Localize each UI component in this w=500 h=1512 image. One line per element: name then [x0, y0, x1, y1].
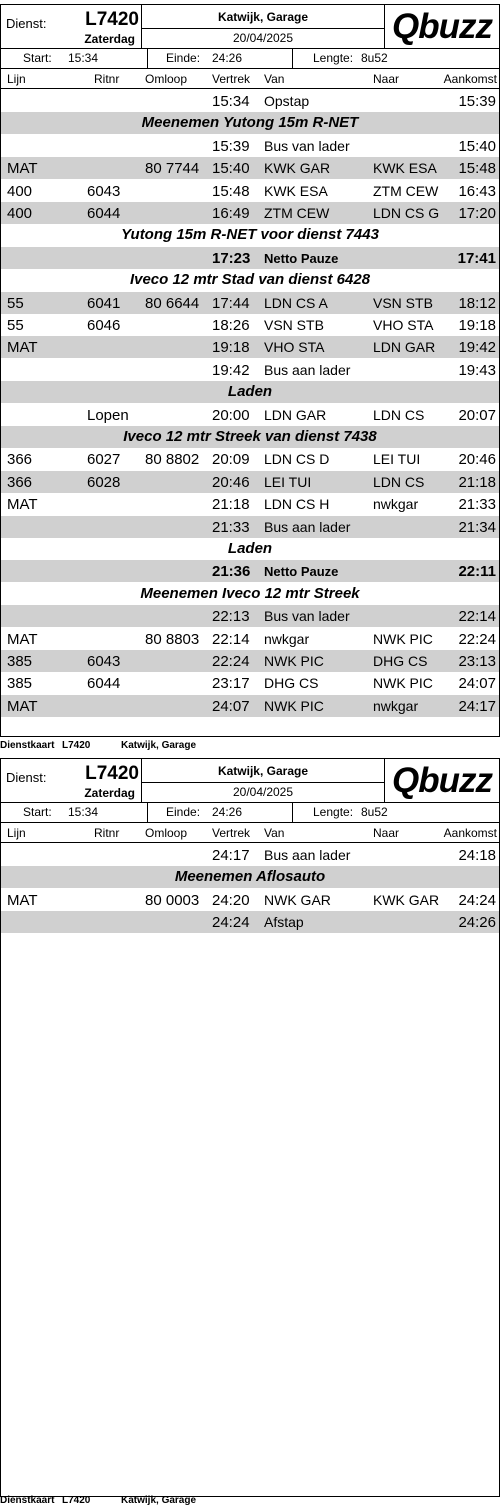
ritnr-cell: 6044: [87, 205, 121, 222]
lijn-cell: 55: [7, 294, 24, 312]
header: [1, 5, 499, 49]
vertrek-cell: 19:42: [212, 361, 250, 379]
van-cell: LDN CS D: [264, 451, 330, 468]
table-row: [1, 157, 499, 179]
location-box: [142, 5, 385, 48]
van-cell: NWK PIC: [264, 653, 324, 669]
table-row: [1, 90, 499, 112]
dienst-label: Dienst:: [6, 16, 47, 31]
table-row: [1, 889, 499, 911]
van-cell: DHG CS: [264, 675, 319, 692]
lijn-cell: 385: [7, 653, 33, 670]
van-cell: nwkgar: [264, 630, 310, 647]
col-vertrek: Vertrek: [212, 72, 251, 86]
col-omloop: Omloop: [145, 72, 188, 86]
section-title: Meenemen Aflosauto: [174, 868, 326, 886]
col-van: Van: [264, 826, 285, 840]
section-header: [1, 112, 499, 134]
vertrek-cell: 19:18: [212, 339, 250, 357]
van-cell: ZTM CEW: [264, 205, 330, 221]
start-label: Start:: [23, 51, 52, 65]
pause-row: [1, 560, 499, 582]
van-cell: Netto Pauze: [264, 250, 339, 266]
col-aankomst: Aankomst: [443, 72, 497, 86]
table-row: [1, 180, 499, 202]
table-row: [1, 695, 499, 717]
dienst-box: [1, 759, 142, 802]
section-title: Meenemen Yutong 15m R-NET: [141, 114, 359, 132]
section-header: [1, 538, 499, 560]
col-van: Van: [264, 72, 285, 86]
section-header: [1, 866, 499, 888]
aankomst-cell: 20:46: [458, 451, 496, 469]
vertrek-cell: 21:33: [212, 518, 250, 536]
ritnr-cell: 6043: [87, 653, 121, 670]
times-bar: [1, 49, 499, 69]
section-header: [1, 381, 499, 403]
vertrek-cell: 24:20: [212, 891, 250, 909]
lengte-cell: [293, 49, 499, 68]
pause-row: [1, 247, 499, 269]
van-cell: Netto Pauze: [264, 564, 339, 580]
naar-cell: VSN STB: [373, 294, 433, 311]
lijn-cell: 366: [7, 451, 33, 469]
aankomst-cell: 16:43: [458, 182, 496, 200]
naar-cell: KWK ESA: [373, 160, 437, 177]
col-lijn: Lijn: [7, 72, 26, 86]
footer-location: Katwijk, Garage: [121, 740, 197, 751]
page-frame: [0, 4, 500, 737]
naar-cell: ZTM CEW: [373, 182, 439, 199]
lijn-cell: 400: [7, 182, 33, 200]
van-cell: Afstap: [264, 914, 304, 931]
location-name: Katwijk, Garage: [217, 764, 309, 778]
vertrek-cell: 24:07: [212, 697, 250, 715]
ritnr-cell: 6041: [87, 294, 121, 312]
vertrek-cell: 15:39: [212, 137, 250, 155]
section-title: Iveco 12 mtr Stad van dienst 6428: [129, 271, 371, 289]
naar-cell: LDN CS G: [373, 205, 440, 221]
ritnr-cell: 6028: [87, 473, 121, 491]
dienst-day: Zaterdag: [84, 32, 135, 46]
table-row: [1, 516, 499, 538]
naar-cell: NWK PIC: [373, 630, 433, 647]
vertrek-cell: 15:40: [212, 160, 250, 178]
einde-label: Einde:: [166, 805, 201, 819]
section-header: [1, 224, 499, 246]
einde-cell: [148, 49, 293, 68]
section-header: [1, 269, 499, 291]
col-aankomst: Aankomst: [443, 826, 497, 840]
naar-cell: nwkgar: [373, 496, 419, 513]
omloop-cell: 80 0003: [145, 891, 200, 909]
dienst-label: Dienst:: [6, 770, 47, 785]
lijn-cell: MAT: [7, 496, 38, 514]
naar-cell: KWK GAR: [373, 891, 440, 908]
einde-value: 24:26: [212, 805, 243, 819]
location-name: Katwijk, Garage: [217, 10, 309, 24]
aankomst-cell: 24:26: [458, 914, 496, 932]
aankomst-cell: 15:39: [458, 93, 496, 110]
footer-kaart: Dienstkaart: [0, 1495, 55, 1506]
aankomst-cell: 22:24: [458, 630, 496, 648]
van-cell: Bus aan lader: [264, 361, 351, 378]
section-title: Meenemen Iveco 12 mtr Streek: [140, 584, 360, 602]
vertrek-cell: 18:26: [212, 317, 250, 334]
aankomst-cell: 22:11: [458, 563, 496, 581]
col-naar: Naar: [373, 72, 400, 86]
table-row: [1, 844, 499, 866]
page-frame: [0, 758, 500, 1497]
table-row: [1, 314, 499, 336]
ritnr-cell: Lopen: [87, 406, 129, 424]
lengte-cell: [293, 803, 499, 822]
section-title: Laden: [227, 383, 273, 401]
table-row: [1, 135, 499, 157]
van-cell: Opstap: [264, 93, 310, 109]
aankomst-cell: 20:07: [458, 406, 496, 424]
aankomst-cell: 24:17: [458, 697, 496, 715]
aankomst-cell: 18:12: [458, 294, 496, 312]
column-header: [1, 69, 499, 89]
aankomst-cell: 17:20: [458, 205, 496, 222]
aankomst-cell: 23:13: [458, 653, 496, 670]
van-cell: VSN STB: [264, 317, 324, 333]
aankomst-cell: 24:24: [458, 891, 496, 909]
van-cell: Bus van lader: [264, 608, 350, 625]
table-row: [1, 672, 499, 694]
location-date: 20/04/2025: [232, 785, 294, 799]
table-row: [1, 336, 499, 358]
lijn-cell: MAT: [7, 160, 38, 178]
dienstkaart-page-1: [0, 0, 500, 754]
aankomst-cell: 15:48: [458, 160, 496, 178]
vertrek-cell: 24:17: [212, 847, 250, 864]
qbuzz-logo: Qbuzz: [392, 761, 492, 800]
section-header: [1, 426, 499, 448]
footer-location: Katwijk, Garage: [121, 1495, 197, 1506]
van-cell: LDN CS A: [264, 294, 328, 311]
aankomst-cell: 19:42: [458, 339, 496, 357]
naar-cell: LDN CS: [373, 406, 425, 423]
footer-dienst: L7420: [62, 740, 91, 751]
qbuzz-logo: Qbuzz: [392, 7, 492, 46]
naar-cell: nwkgar: [373, 697, 419, 714]
start-value: 15:34: [68, 805, 99, 819]
lijn-cell: 385: [7, 675, 33, 693]
dienst-day: Zaterdag: [84, 786, 135, 800]
table-row: [1, 650, 499, 672]
aankomst-cell: 15:40: [458, 137, 496, 155]
lengte-value: 8u52: [361, 805, 388, 819]
vertrek-cell: 17:23: [212, 249, 251, 267]
van-cell: KWK ESA: [264, 182, 328, 199]
col-naar: Naar: [373, 826, 400, 840]
vertrek-cell: 24:24: [212, 914, 250, 932]
van-cell: NWK PIC: [264, 697, 324, 714]
location-box: [142, 759, 385, 802]
start-value: 15:34: [68, 51, 99, 65]
omloop-cell: 80 7744: [145, 160, 200, 178]
dienst-box: [1, 5, 142, 48]
table-row: [1, 911, 499, 933]
location-date: 20/04/2025: [232, 31, 294, 45]
lijn-cell: 55: [7, 317, 24, 334]
table-row: [1, 471, 499, 493]
lijn-cell: MAT: [7, 697, 38, 715]
van-cell: Bus aan lader: [264, 518, 351, 535]
van-cell: Bus aan lader: [264, 847, 351, 863]
table-row: [1, 628, 499, 650]
aankomst-cell: 21:33: [458, 496, 496, 514]
header: [1, 759, 499, 803]
aankomst-cell: 21:18: [458, 473, 496, 491]
lengte-label: Lengte:: [313, 51, 354, 65]
lijn-cell: MAT: [7, 339, 38, 357]
vertrek-cell: 21:18: [212, 496, 250, 514]
van-cell: KWK GAR: [264, 160, 331, 177]
dienst-code: L7420: [85, 9, 139, 30]
naar-cell: LDN GAR: [373, 339, 436, 356]
section-title: Yutong 15m R-NET voor dienst 7443: [121, 226, 379, 244]
ritnr-cell: 6043: [87, 182, 121, 200]
location-divider: [142, 28, 384, 29]
van-cell: LDN GAR: [264, 406, 327, 423]
dienst-code: L7420: [85, 763, 139, 784]
col-ritnr: Ritnr: [94, 72, 120, 86]
section-header: [1, 583, 499, 605]
section-title: Laden: [227, 540, 273, 557]
van-cell: NWK GAR: [264, 891, 331, 908]
naar-cell: DHG CS: [373, 653, 428, 669]
vertrek-cell: 15:48: [212, 182, 250, 200]
einde-cell: [148, 803, 293, 822]
table-row: [1, 202, 499, 224]
footer-dienst: L7420: [62, 1495, 91, 1506]
vertrek-cell: 17:44: [212, 294, 250, 312]
col-omloop: Omloop: [145, 826, 188, 840]
ritnr-cell: 6027: [87, 451, 121, 469]
lengte-label: Lengte:: [313, 805, 354, 819]
column-header: [1, 823, 499, 843]
naar-cell: LDN CS: [373, 473, 425, 490]
times-bar: [1, 803, 499, 823]
naar-cell: LEI TUI: [373, 451, 421, 468]
col-vertrek: Vertrek: [212, 826, 251, 840]
vertrek-cell: 15:34: [212, 93, 250, 110]
lijn-cell: 400: [7, 205, 33, 222]
vertrek-cell: 22:14: [212, 630, 250, 648]
naar-cell: NWK PIC: [373, 675, 433, 692]
vertrek-cell: 20:00: [212, 406, 250, 424]
omloop-cell: 80 8802: [145, 451, 200, 469]
table-row: [1, 359, 499, 381]
table-row: [1, 493, 499, 515]
section-title: Iveco 12 mtr Streek van dienst 7438: [123, 428, 377, 445]
start-cell: [1, 803, 148, 822]
van-cell: VHO STA: [264, 339, 325, 356]
van-cell: LEI TUI: [264, 473, 312, 490]
vertrek-cell: 20:46: [212, 473, 250, 491]
lijn-cell: MAT: [7, 630, 38, 648]
lijn-cell: 366: [7, 473, 33, 491]
lijn-cell: MAT: [7, 891, 38, 909]
vertrek-cell: 20:09: [212, 451, 250, 469]
start-cell: [1, 49, 148, 68]
aankomst-cell: 19:43: [458, 361, 496, 379]
aankomst-cell: 22:14: [458, 608, 496, 626]
lengte-value: 8u52: [361, 51, 388, 65]
col-ritnr: Ritnr: [94, 826, 120, 840]
aankomst-cell: 19:18: [458, 317, 496, 334]
einde-value: 24:26: [212, 51, 243, 65]
aankomst-cell: 24:18: [458, 847, 496, 864]
naar-cell: VHO STA: [373, 317, 434, 333]
ritnr-cell: 6044: [87, 675, 121, 693]
einde-label: Einde:: [166, 51, 201, 65]
aankomst-cell: 17:41: [457, 249, 496, 267]
table-row: [1, 292, 499, 314]
vertrek-cell: 16:49: [212, 205, 250, 222]
table-row: [1, 448, 499, 470]
table-row: [1, 404, 499, 426]
omloop-cell: 80 6644: [145, 294, 200, 312]
table-row: [1, 605, 499, 627]
footer-kaart: Dienstkaart: [0, 740, 55, 751]
vertrek-cell: 22:13: [212, 608, 250, 626]
ritnr-cell: 6046: [87, 317, 121, 334]
start-label: Start:: [23, 805, 52, 819]
vertrek-cell: 22:24: [212, 653, 250, 670]
van-cell: LDN CS H: [264, 496, 330, 513]
aankomst-cell: 21:34: [458, 518, 496, 536]
vertrek-cell: 21:36: [212, 563, 251, 581]
location-divider: [142, 782, 384, 783]
van-cell: Bus van lader: [264, 137, 350, 154]
vertrek-cell: 23:17: [212, 675, 250, 693]
dienstkaart-page-2: [0, 754, 500, 1512]
aankomst-cell: 24:07: [458, 675, 496, 693]
col-lijn: Lijn: [7, 826, 26, 840]
omloop-cell: 80 8803: [145, 630, 200, 648]
